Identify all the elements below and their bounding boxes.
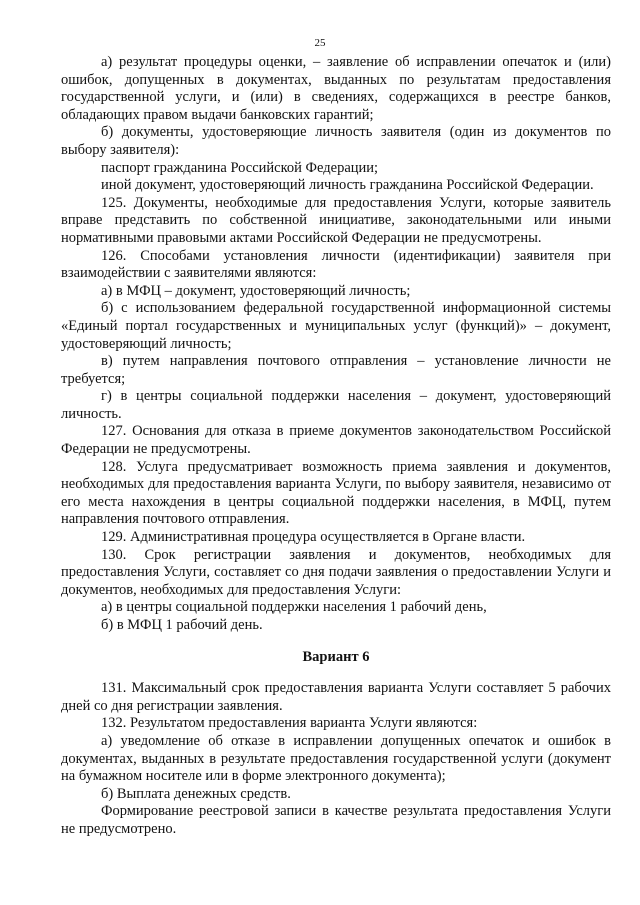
paragraph: 131. Максимальный срок предоставления варианта Услуги составляет 5 рабочих дней со дня регистрации заявления. — [61, 680, 611, 714]
paragraph: а) в МФЦ – документ, удостоверяющий личность; — [101, 282, 411, 299]
paragraph: 132. Результатом предоставления варианта Услуги являются: — [101, 715, 478, 732]
paragraph: 127. Основания для отказа в приеме документов законодательством Российской Федерации не предусмотрены. — [61, 423, 611, 458]
paragraph: в) путем направления почтового отправления – установление личности не требуется; — [61, 353, 611, 387]
paragraph: 129. Административная процедура осуществляется в Органе власти. — [101, 529, 526, 546]
section-heading: Вариант 6 — [302, 648, 370, 665]
paragraph: 125. Документы, необходимые для предоставления Услуги, которые заявитель вправе представить по собственной инициативе, законодательными или иными нормативными правовыми актами Российской Федерации не предусмотрены. — [61, 194, 611, 246]
paragraph: 128. Услуга предусматривает возможность приема заявления и документов, необходимых для предоставления варианта Услуги, по выбору заявителя, независимо от его места нахождения в центры социальной поддержки населения, в МФЦ, путем направления почтового отправления. — [61, 458, 611, 528]
paragraph: а) результат процедуры оценки, – заявление об исправлении опечаток и (или) ошибок, допущенных в документах, выданных по результатам предоставления государственной услуги, и (или) в сведениях, содержащихся в реестре банков, обладающих правом выдачи банковских гарантий; — [61, 54, 611, 123]
document-body — [61, 54, 611, 839]
paragraph: Формирование реестровой записи в качестве результата предоставления Услуги не предусмотрено. — [61, 803, 611, 837]
paragraph: а) в центры социальной поддержки населения 1 рабочий день, — [101, 599, 487, 616]
paragraph: паспорт гражданина Российской Федерации; — [101, 159, 379, 176]
paragraph: б) в МФЦ 1 рабочий день. — [101, 617, 263, 633]
page-number: 25 — [314, 37, 326, 49]
paragraph: а) уведомление об отказе в исправлении допущенных опечаток и ошибок в документах, выданных в результате предоставления государственной услуги (документ на бумажном носителе или в форме электронного документа); — [61, 732, 611, 785]
paragraph: г) в центры социальной поддержки населения – документ, удостоверяющий личность. — [61, 388, 611, 422]
paragraph: б) с использованием федеральной государственной информационной системы «Единый портал государственных и муниципальных услуг (функций)» – документ, удостоверяющий личность; — [61, 300, 611, 352]
paragraph: иной документ, удостоверяющий личность гражданина Российской Федерации. — [101, 177, 594, 194]
paragraph: 126. Способами установления личности (идентификации) заявителя при взаимодействии с заявителями являются: — [61, 247, 611, 282]
paragraph: б) документы, удостоверяющие личность заявителя (один из документов по выбору заявителя): — [61, 124, 611, 158]
paragraph: 130. Срок регистрации заявления и документов, необходимых для предоставления Услуги, составляет со дня подачи заявления о предоставлении Услуги и документов, необходимых для предоставления Услуги: — [61, 546, 611, 598]
paragraph: б) Выплата денежных средств. — [101, 785, 291, 802]
